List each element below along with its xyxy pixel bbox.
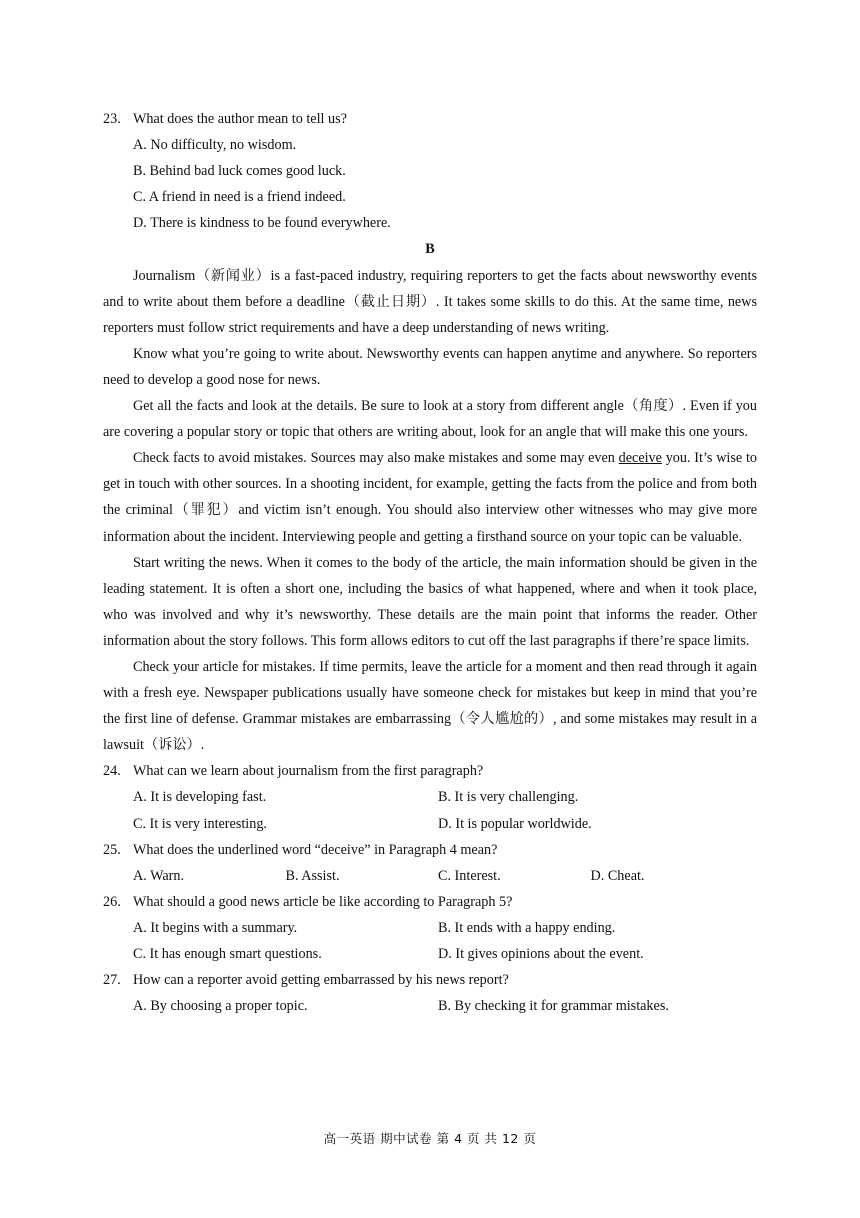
option-b: B. Assist. <box>285 867 340 884</box>
option-b: B. It is very challenging. <box>438 789 579 806</box>
question-text: What should a good news article be like according to Paragraph 5? <box>133 893 513 910</box>
passage-paragraph-5: Start writing the news. When it comes to the body of the article, the main information should be given in the leading statement. It is often a short one, including the basics of what happened, where and when it took place, who was involved and why it’s newsworthy. These details are the main point that informs the reader. Other information about the story follows. This form allows editors to cut off the last paragraphs if there’re space limits. <box>103 554 757 649</box>
passage-paragraph-2: Know what you’re going to write about. Newsworthy events can happen anytime and anywhere. So reporters need to develop a good nose for news. <box>103 345 757 388</box>
question-number: 26. <box>103 893 121 910</box>
question-26 <box>103 889 757 915</box>
question-27 <box>103 967 757 993</box>
options-row <box>103 993 757 1019</box>
option-c: C. A friend in need is a friend indeed. <box>133 189 346 206</box>
options-row <box>103 863 757 889</box>
question-text: What does the underlined word “deceive” in Paragraph 4 mean? <box>133 841 498 858</box>
option-a: A. Warn. <box>133 867 184 884</box>
option-c: C. It has enough smart questions. <box>133 946 322 962</box>
section-title: B <box>425 241 435 258</box>
question-24 <box>103 758 757 784</box>
passage-paragraph-3: Get all the facts and look at the details. Be sure to look at a story from different angle（角度）. Even if you are covering a popular story or topic that others are writing about, look for an angle that will make this one yours. <box>103 398 757 441</box>
passage-paragraph-4 <box>103 445 757 549</box>
options-row <box>103 811 757 837</box>
option-b: B. By checking it for grammar mistakes. <box>438 998 669 1015</box>
paragraph-text: Check facts to avoid mistakes. Sources may also make mistakes and some may even <box>133 450 619 467</box>
question-25 <box>103 837 757 863</box>
option-a: A. By choosing a proper topic. <box>133 998 308 1015</box>
paragraph-text: you. It’s wise to get in touch with other sources. In a shooting incident, for example, getting the facts from the police and from both the criminal（罪犯）and victim isn’t enough. You should also interview other witnesses who may give more information about the incident. Interviewing people and getting a firsthand source on your topic can be valuable. <box>103 450 757 545</box>
options-row <box>103 941 757 967</box>
option-c: C. Interest. <box>438 867 501 884</box>
options-row <box>103 915 757 941</box>
option-d: D. It is popular worldwide. <box>438 815 592 832</box>
question-number: 27. <box>103 972 121 989</box>
option-b: B. Behind bad luck comes good luck. <box>133 163 346 180</box>
question-number: 24. <box>103 763 121 780</box>
page-footer: 高一英语 期中试卷 第 4 页 共 12 页 <box>323 1131 537 1146</box>
question-23 <box>103 106 757 132</box>
option-c: C. It is very interesting. <box>133 815 267 832</box>
option-d: D. There is kindness to be found everywhere. <box>133 215 391 232</box>
question-number: 25. <box>103 841 121 858</box>
option-a: A. It begins with a summary. <box>133 919 298 936</box>
question-text: What does the author mean to tell us? <box>133 111 347 127</box>
passage-paragraph-6: Check your article for mistakes. If time permits, leave the article for a moment and then read through it again with a fresh eye. Newspaper publications usually have someone check for mistakes but keep in mind that you’re the first line of defense. Grammar mistakes are embarrassing（令人尴尬的）, and some mistakes may result in a lawsuit（诉讼）. <box>103 658 757 754</box>
option-a: A. No difficulty, no wisdom. <box>133 137 297 154</box>
option-a: A. It is developing fast. <box>133 789 267 806</box>
exam-page <box>103 106 757 1019</box>
question-text: What can we learn about journalism from the first paragraph? <box>133 763 484 780</box>
option-d: D. It gives opinions about the event. <box>438 946 644 962</box>
underlined-word: deceive <box>618 450 662 467</box>
question-number: 23. <box>103 111 121 127</box>
passage-paragraph-1: Journalism（新闻业）is a fast-paced industry, requiring reporters to get the facts about newsworthy events and to write about them before a deadline（截止日期）. It takes some skills to do this. At the same time, news reporters must follow strict requirements and have a deep understanding of news writing. <box>103 267 757 336</box>
question-text: How can a reporter avoid getting embarrassed by his news report? <box>133 972 509 989</box>
option-b: B. It ends with a happy ending. <box>438 919 616 936</box>
options-row <box>103 784 757 810</box>
option-d: D. Cheat. <box>590 867 645 884</box>
